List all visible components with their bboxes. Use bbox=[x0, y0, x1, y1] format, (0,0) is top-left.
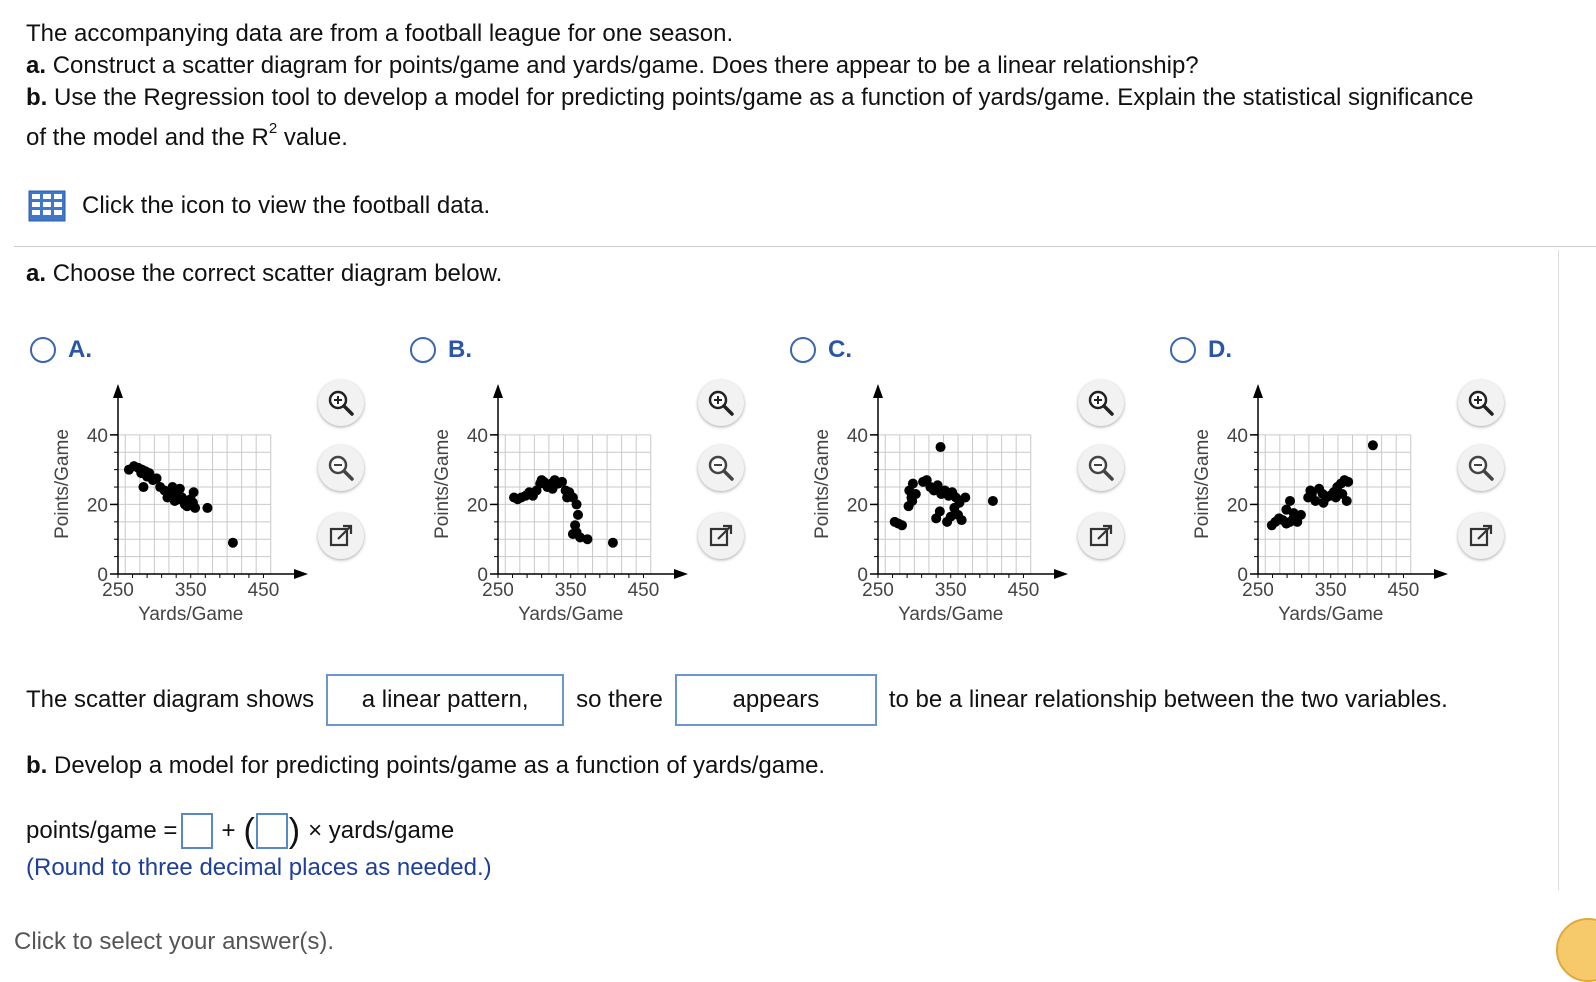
x-tick-label: 250 bbox=[862, 580, 894, 601]
data-point bbox=[1305, 486, 1315, 496]
scatter-chart-d bbox=[1190, 380, 1460, 635]
data-point bbox=[572, 499, 582, 509]
y-tick-label: 20 bbox=[466, 495, 488, 517]
pattern-dropdown[interactable]: a linear pattern, bbox=[326, 674, 564, 726]
formula-lhs: points/game = bbox=[26, 817, 178, 844]
c-popout-button[interactable] bbox=[1078, 513, 1124, 559]
y-tick-label: 0 bbox=[1237, 565, 1248, 586]
option-a-label[interactable]: A. bbox=[68, 336, 92, 363]
scroll-edge bbox=[1558, 250, 1559, 890]
sentence-pre: The scatter diagram shows bbox=[26, 686, 315, 713]
x-tick-label: 350 bbox=[1314, 580, 1347, 601]
question-part-b-text: Use the Regression tool to develop a model for predicting points/game as a function of yards/game. Explain the statistical significance bbox=[54, 84, 1474, 111]
zoom-out-icon[interactable] bbox=[1466, 453, 1496, 483]
zoom-in-icon[interactable] bbox=[326, 388, 356, 418]
x-axis-arrow bbox=[674, 569, 688, 579]
y-tick-label: 20 bbox=[846, 495, 868, 517]
y-axis-arrow bbox=[113, 384, 123, 398]
option-c[interactable] bbox=[790, 336, 852, 364]
y-tick-label: 40 bbox=[466, 425, 488, 447]
option-b-radio[interactable] bbox=[410, 337, 436, 363]
option-b-label[interactable]: B. bbox=[448, 336, 472, 363]
data-point bbox=[228, 538, 238, 548]
y-axis-label: Points/Game bbox=[1192, 429, 1213, 539]
option-c-radio[interactable] bbox=[790, 337, 816, 363]
popout-icon[interactable] bbox=[326, 521, 356, 551]
c-zoom-in-button[interactable] bbox=[1078, 380, 1124, 426]
x-tick-label: 250 bbox=[1242, 580, 1274, 601]
popout-icon[interactable] bbox=[706, 521, 736, 551]
data-point bbox=[897, 520, 907, 530]
close-paren: ) bbox=[288, 812, 301, 850]
d-zoom-in-button[interactable] bbox=[1458, 380, 1504, 426]
question-part-b bbox=[26, 82, 1586, 114]
regression-formula bbox=[26, 812, 454, 850]
slope-input[interactable] bbox=[256, 813, 288, 849]
formula-rhs: × yards/game bbox=[308, 817, 455, 844]
data-point bbox=[173, 494, 183, 504]
sentence-post: to be a linear relationship between the two variables. bbox=[888, 686, 1448, 713]
y-tick-label: 0 bbox=[857, 565, 868, 586]
popout-icon[interactable] bbox=[1086, 521, 1116, 551]
zoom-in-icon[interactable] bbox=[1086, 388, 1116, 418]
question-part-b-continued bbox=[26, 122, 1586, 157]
data-point bbox=[1342, 496, 1352, 506]
option-d[interactable] bbox=[1170, 336, 1232, 364]
sentence-mid: so there bbox=[576, 686, 663, 713]
open-paren: ( bbox=[243, 812, 255, 850]
data-point bbox=[1289, 508, 1299, 518]
x-axis-label: Yards/Game bbox=[518, 604, 624, 625]
data-point bbox=[138, 482, 148, 492]
y-axis-arrow bbox=[493, 384, 503, 398]
y-axis-label: Points/Game bbox=[812, 429, 833, 539]
question-text bbox=[26, 18, 1586, 157]
intercept-input[interactable] bbox=[181, 813, 213, 849]
y-tick-label: 0 bbox=[477, 565, 488, 586]
zoom-out-icon[interactable] bbox=[326, 453, 356, 483]
x-tick-label: 450 bbox=[1387, 580, 1420, 601]
part-b-prefix: b. bbox=[26, 752, 48, 779]
scatter-chart-b bbox=[430, 380, 700, 635]
d-popout-button[interactable] bbox=[1458, 513, 1504, 559]
data-point bbox=[1343, 477, 1353, 487]
question-part-a-text: Construct a scatter diagram for points/game and yards/game. Does there appear to be a linear relationship? bbox=[52, 52, 1199, 79]
data-point bbox=[202, 503, 212, 513]
x-axis-arrow bbox=[294, 569, 308, 579]
part-a-prefix: a. bbox=[26, 260, 47, 287]
b-zoom-in-button[interactable] bbox=[698, 380, 744, 426]
y-axis-arrow bbox=[873, 384, 883, 398]
question-part-b-prefix: b. bbox=[26, 84, 48, 111]
question-part-a-prefix: a. bbox=[26, 52, 47, 79]
option-c-label[interactable]: C. bbox=[828, 336, 852, 363]
part-b-text: Develop a model for predicting points/game as a function of yards/game. bbox=[54, 752, 826, 779]
y-tick-label: 40 bbox=[846, 425, 868, 447]
b-popout-button[interactable] bbox=[698, 513, 744, 559]
question-part-a bbox=[26, 50, 1586, 82]
data-point bbox=[907, 496, 917, 506]
data-point bbox=[582, 534, 592, 544]
x-tick-label: 450 bbox=[1007, 580, 1040, 601]
x-axis-arrow bbox=[1434, 569, 1448, 579]
data-point bbox=[935, 506, 945, 516]
data-point bbox=[608, 538, 618, 548]
data-point bbox=[908, 479, 918, 489]
x-axis-label: Yards/Game bbox=[898, 604, 1004, 625]
data-point bbox=[988, 496, 998, 506]
y-tick-label: 20 bbox=[86, 495, 108, 517]
view-data-text[interactable]: Click the icon to view the football data. bbox=[82, 192, 491, 219]
table-grid-icon[interactable] bbox=[28, 190, 66, 222]
data-point bbox=[537, 475, 547, 485]
x-tick-label: 450 bbox=[247, 580, 280, 601]
rounding-hint: (Round to three decimal places as needed.) bbox=[26, 854, 492, 881]
part-a-text: Choose the correct scatter diagram below. bbox=[52, 260, 503, 287]
option-d-radio[interactable] bbox=[1170, 337, 1196, 363]
d-zoom-out-button[interactable] bbox=[1458, 445, 1504, 491]
y-tick-label: 40 bbox=[86, 425, 108, 447]
part-b-prompt bbox=[26, 750, 825, 782]
x-tick-label: 350 bbox=[554, 580, 587, 601]
a-zoom-in-button[interactable] bbox=[318, 380, 364, 426]
x-axis-label: Yards/Game bbox=[1278, 604, 1384, 625]
a-popout-button[interactable] bbox=[318, 513, 364, 559]
x-tick-label: 350 bbox=[934, 580, 967, 601]
option-d-label[interactable]: D. bbox=[1208, 336, 1232, 363]
c-zoom-out-button[interactable] bbox=[1078, 445, 1124, 491]
a-zoom-out-button[interactable] bbox=[318, 445, 364, 491]
data-point bbox=[936, 442, 946, 452]
y-axis-label: Points/Game bbox=[432, 429, 453, 539]
data-point bbox=[175, 484, 185, 494]
zoom-out-icon[interactable] bbox=[706, 453, 736, 483]
scatter-chart-c bbox=[810, 380, 1080, 635]
data-point bbox=[188, 498, 198, 508]
x-tick-label: 450 bbox=[627, 580, 660, 601]
y-tick-label: 40 bbox=[1226, 425, 1248, 447]
relationship-dropdown[interactable]: appears bbox=[675, 674, 877, 726]
help-button[interactable] bbox=[1556, 918, 1596, 982]
data-point bbox=[960, 492, 970, 502]
y-axis-label: Points/Game bbox=[52, 429, 73, 539]
question-part-b-text3: value. bbox=[283, 124, 348, 151]
conclusion-sentence bbox=[26, 674, 1448, 726]
x-tick-label: 350 bbox=[174, 580, 207, 601]
y-tick-label: 0 bbox=[97, 565, 108, 586]
b-zoom-out-button[interactable] bbox=[698, 445, 744, 491]
option-b[interactable] bbox=[410, 336, 472, 364]
x-tick-label: 250 bbox=[102, 580, 134, 601]
x-axis-label: Yards/Game bbox=[138, 604, 244, 625]
part-a-prompt bbox=[26, 258, 502, 290]
data-point bbox=[124, 465, 134, 475]
option-a-radio[interactable] bbox=[30, 337, 56, 363]
question-intro: The accompanying data are from a football league for one season. bbox=[26, 20, 734, 47]
section-divider bbox=[14, 246, 1596, 247]
y-axis-arrow bbox=[1253, 384, 1263, 398]
option-a[interactable] bbox=[30, 336, 92, 364]
status-text: Click to select your answer(s). bbox=[14, 928, 335, 955]
data-point bbox=[152, 473, 162, 483]
data-point bbox=[526, 489, 536, 499]
data-point bbox=[1318, 498, 1328, 508]
scatter-chart-a bbox=[50, 380, 320, 635]
zoom-in-icon[interactable] bbox=[1466, 388, 1496, 418]
x-axis-arrow bbox=[1054, 569, 1068, 579]
formula-plus: + bbox=[221, 817, 236, 844]
data-point bbox=[957, 515, 967, 525]
data-point bbox=[1368, 440, 1378, 450]
data-point bbox=[1285, 496, 1295, 506]
data-point bbox=[562, 492, 572, 502]
question-part-b-text2: of the model and the R bbox=[26, 124, 269, 151]
popout-icon[interactable] bbox=[1466, 521, 1496, 551]
data-point bbox=[573, 510, 583, 520]
zoom-in-icon[interactable] bbox=[706, 388, 736, 418]
data-point bbox=[557, 477, 567, 487]
r-squared-superscript: 2 bbox=[268, 120, 278, 137]
y-tick-label: 20 bbox=[1226, 495, 1248, 517]
data-point bbox=[189, 487, 199, 497]
chart-grid bbox=[1258, 435, 1411, 574]
x-tick-label: 250 bbox=[482, 580, 514, 601]
view-data-link[interactable] bbox=[28, 188, 490, 224]
zoom-out-icon[interactable] bbox=[1086, 453, 1116, 483]
